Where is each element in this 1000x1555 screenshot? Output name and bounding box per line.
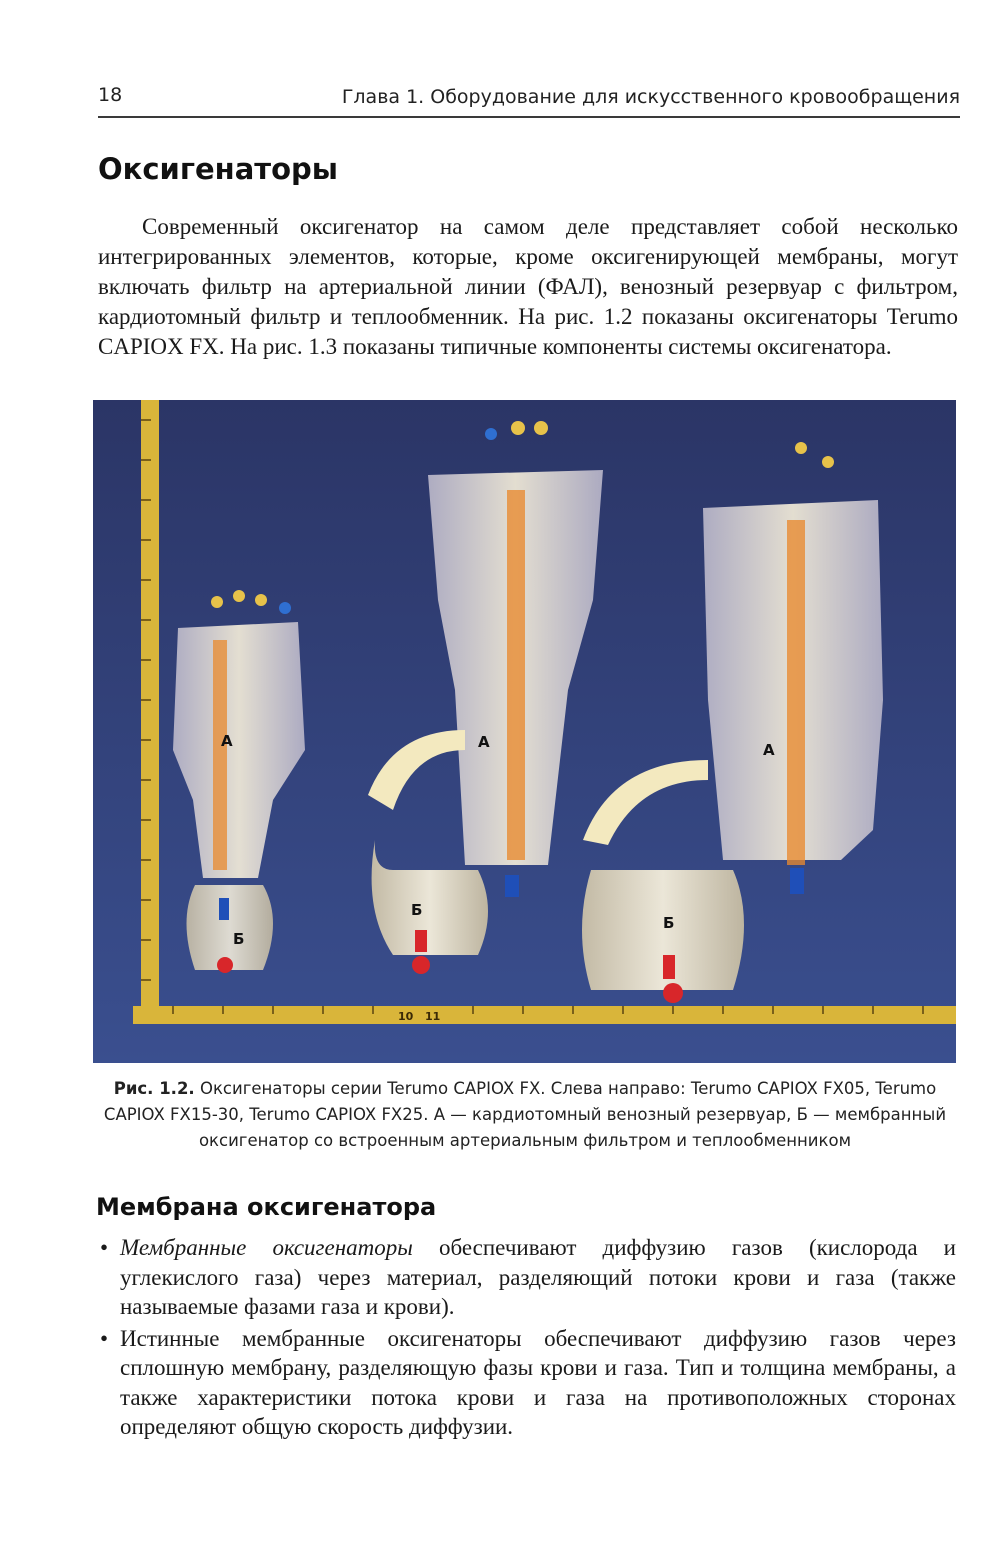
label-mid-a: А xyxy=(478,733,490,751)
label-left-b: Б xyxy=(233,930,245,948)
bullet-dot: • xyxy=(100,1325,109,1351)
page-number: 18 xyxy=(98,84,123,106)
bullet-dot: • xyxy=(100,1235,109,1260)
figure-caption xyxy=(94,1076,956,1154)
figure-photo-oxygenators xyxy=(93,400,956,1063)
horizontal-ruler xyxy=(133,1006,956,1024)
label-right-a: А xyxy=(763,741,775,759)
figure-caption-text: Оксигенаторы серии Terumo CAPIOX FX. Слева направо: Terumo CAPIOX FX05, Terumo CAPIOX FX15-30, Terumo CAPIOX FX25. А — кардиотомный венозный резервуар, Б — мембранный оксигенатор со встроенным артериальным фильтром и теплообменником xyxy=(103,1079,947,1150)
label-right-b: Б xyxy=(663,914,675,932)
figure-caption-label: Рис. 1.2. xyxy=(113,1079,195,1098)
label-left-a: А xyxy=(221,732,233,750)
chapter-title: Глава 1. Оборудование для искусственного кровообращения xyxy=(341,86,960,108)
subsection-title: Мембрана оксигенатора xyxy=(96,1193,437,1221)
running-header xyxy=(98,78,960,118)
oxygenators-illustration xyxy=(93,400,956,1063)
bullet-item xyxy=(98,1324,956,1442)
ruler-mark-10: 10 xyxy=(398,1010,414,1023)
ruler-mark-11: 11 xyxy=(425,1010,441,1023)
label-mid-b: Б xyxy=(411,901,423,919)
bullet-text: Истинные мембранные оксигенаторы обеспечивают диффузию газов через сплошную мембрану, разделяющую фазы крови и газа. Тип и толщина мембраны, а также характеристики потока крови и газа на противоположных сторонах определяют общую скорость диффузии. xyxy=(120,1325,956,1439)
bullet-list xyxy=(98,1233,956,1444)
bullet-text: обеспечивают диффузию газов (кислорода и углекислого газа) через материал, разделяющий потоки крови и газа (также называемые фазами газа и крови). xyxy=(120,1235,956,1319)
bullet-italic-lead: Мембранные оксигенаторы xyxy=(120,1235,413,1260)
intro-paragraph: Современный оксигенатор на самом деле представляет собой несколько интегрированных элементов, которые, кроме оксигенирующей мембраны, могут включать фильтр на артериальной линии (ФАЛ), венозный резервуар с фильтром, кардиотомный фильтр и теплообменник. На рис. 1.2 показаны оксигенаторы Terumo CAPIOX FX. На рис. 1.3 показаны типичные компоненты системы оксигенатора. xyxy=(98,214,958,359)
bullet-item xyxy=(98,1233,956,1322)
vertical-ruler xyxy=(141,400,159,1020)
section-title: Оксигенаторы xyxy=(98,152,338,186)
